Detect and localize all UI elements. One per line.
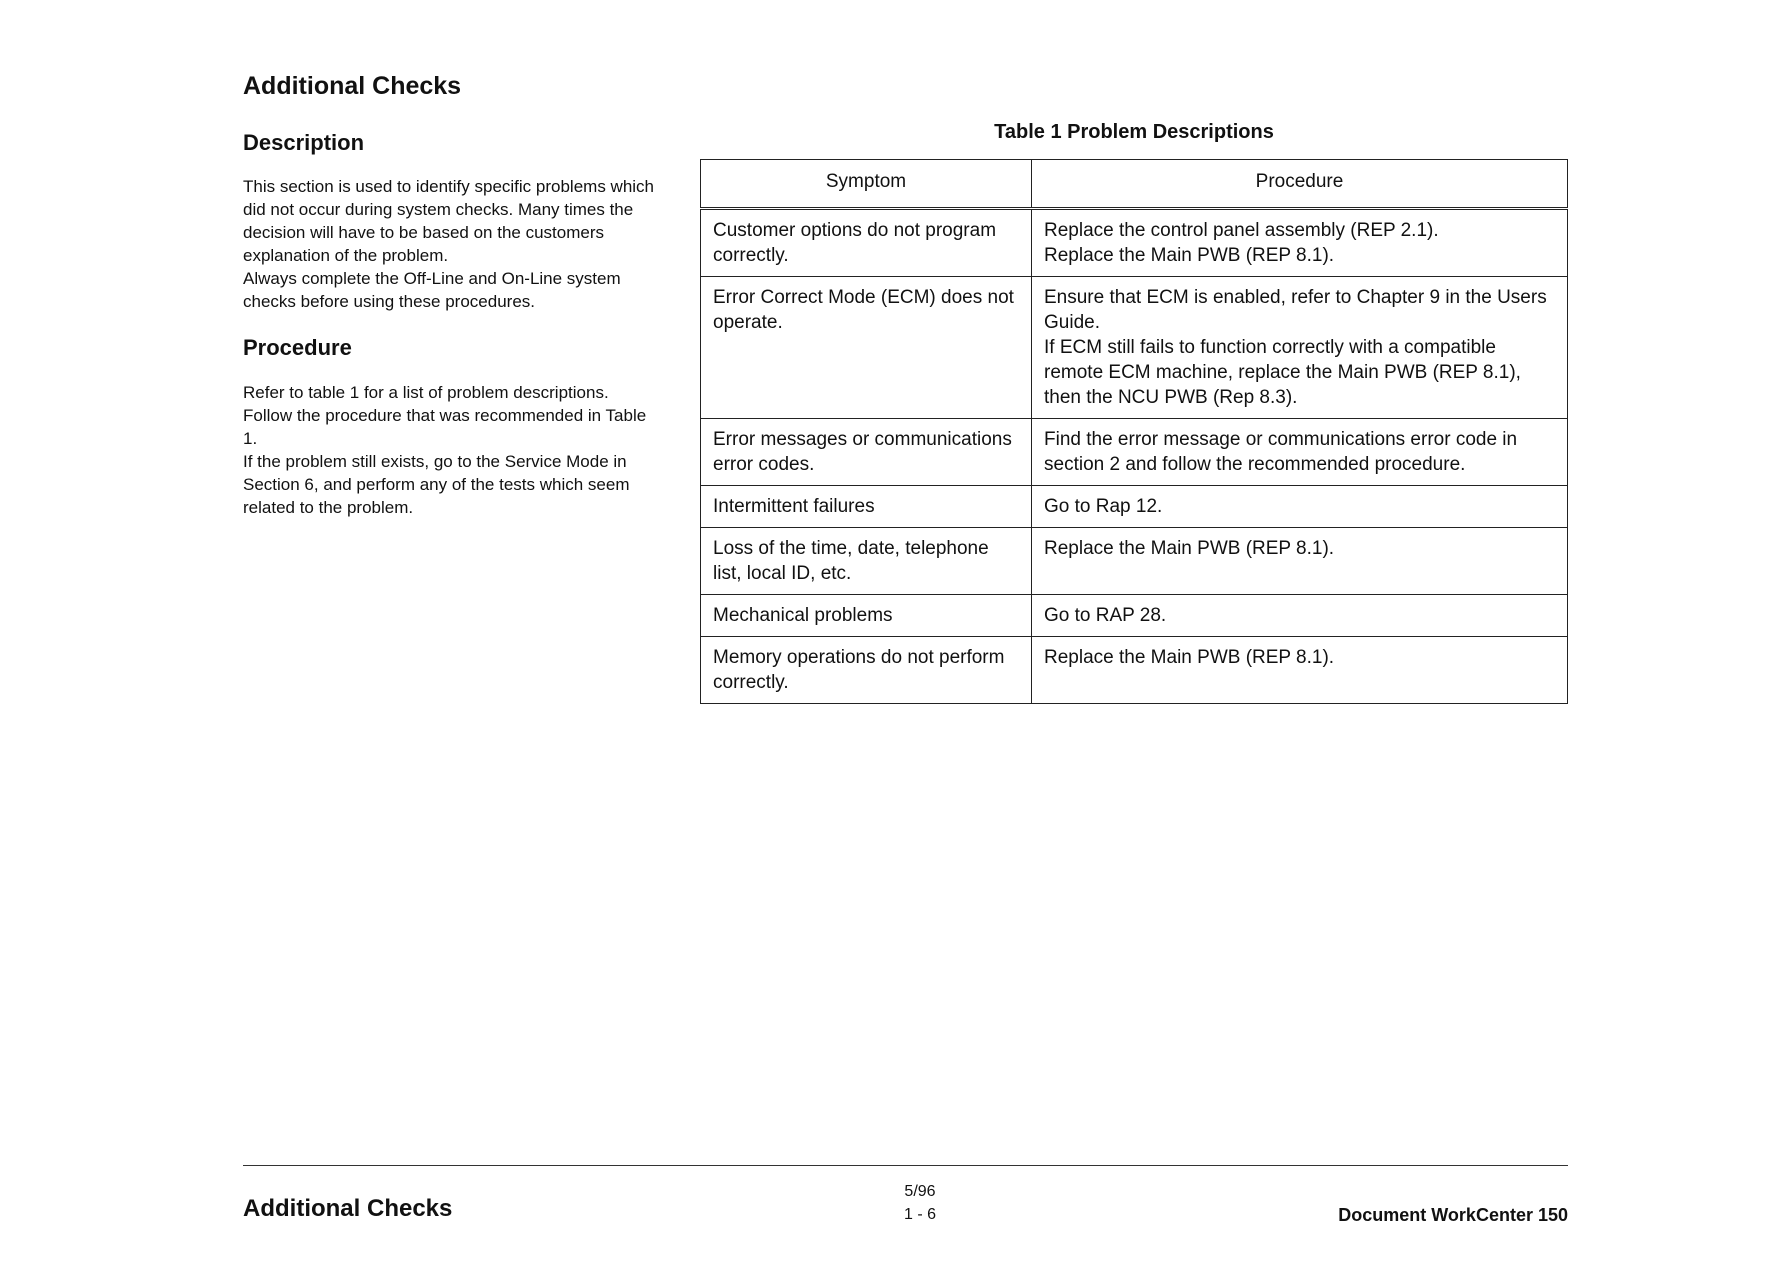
procedure-cell: Find the error message or communications error code in section 2 and follow the recommended procedure. [1032, 419, 1568, 486]
symptom-cell: Intermittent failures [701, 486, 1032, 528]
table-row [701, 595, 1568, 637]
table-caption: Table 1 Problem Descriptions [994, 121, 1274, 143]
footer-page-info [860, 1180, 980, 1226]
procedure-paragraph: Refer to table 1 for a list of problem descriptions. Follow the procedure that was recommended in Table 1. [243, 383, 647, 448]
description-paragraph: Always complete the Off-Line and On-Line system checks before using these procedures. [243, 269, 621, 311]
procedure-text [243, 381, 655, 519]
symptom-cell: Error messages or communications error codes. [701, 419, 1032, 486]
procedure-cell: Replace the Main PWB (REP 8.1). [1032, 528, 1568, 595]
symptom-cell: Loss of the time, date, telephone list, local ID, etc. [701, 528, 1032, 595]
symptom-cell: Mechanical problems [701, 595, 1032, 637]
header-symptom: Symptom [701, 160, 1032, 209]
table-body [701, 209, 1568, 704]
table-row [701, 419, 1568, 486]
description-paragraph: This section is used to identify specific problems which did not occur during system checks. Many times the decision will have to be based on the customers explanation of the problem. [243, 177, 655, 265]
footer-section-title: Additional Checks [243, 1195, 453, 1222]
page-title: Additional Checks [243, 72, 462, 100]
problem-descriptions-table [700, 159, 1568, 704]
table-header-row [701, 160, 1568, 209]
symptom-cell: Customer options do not program correctly. [701, 209, 1032, 277]
procedure-paragraph: If the problem still exists, go to the Service Mode in Section 6, and perform any of the tests which seem related to the problem. [243, 452, 630, 517]
description-heading: Description [243, 130, 365, 155]
table-row [701, 637, 1568, 704]
procedure-heading: Procedure [243, 335, 352, 360]
procedure-cell: Go to RAP 28. [1032, 595, 1568, 637]
header-procedure: Procedure [1032, 160, 1568, 209]
table-row [701, 528, 1568, 595]
footer-date: 5/96 [904, 1183, 936, 1200]
table-row [701, 277, 1568, 419]
footer-page-number: 1 - 6 [903, 1206, 936, 1223]
procedure-cell: Ensure that ECM is enabled, refer to Chapter 9 in the Users Guide. If ECM still fails to function correctly with a compatible remote ECM machine, replace the Main PWB (REP 8.1), then the NCU PWB (Rep 8.3). [1032, 277, 1568, 419]
description-text [243, 175, 655, 313]
procedure-cell: Replace the control panel assembly (REP 2.1). Replace the Main PWB (REP 8.1). [1032, 209, 1568, 277]
table-row [701, 209, 1568, 277]
procedure-cell: Go to Rap 12. [1032, 486, 1568, 528]
footer-divider [243, 1165, 1568, 1166]
procedure-cell: Replace the Main PWB (REP 8.1). [1032, 637, 1568, 704]
table-row [701, 486, 1568, 528]
symptom-cell: Error Correct Mode (ECM) does not operate. [701, 277, 1032, 419]
symptom-cell: Memory operations do not perform correctly. [701, 637, 1032, 704]
footer-product-name: Document WorkCenter 150 [1338, 1205, 1568, 1225]
